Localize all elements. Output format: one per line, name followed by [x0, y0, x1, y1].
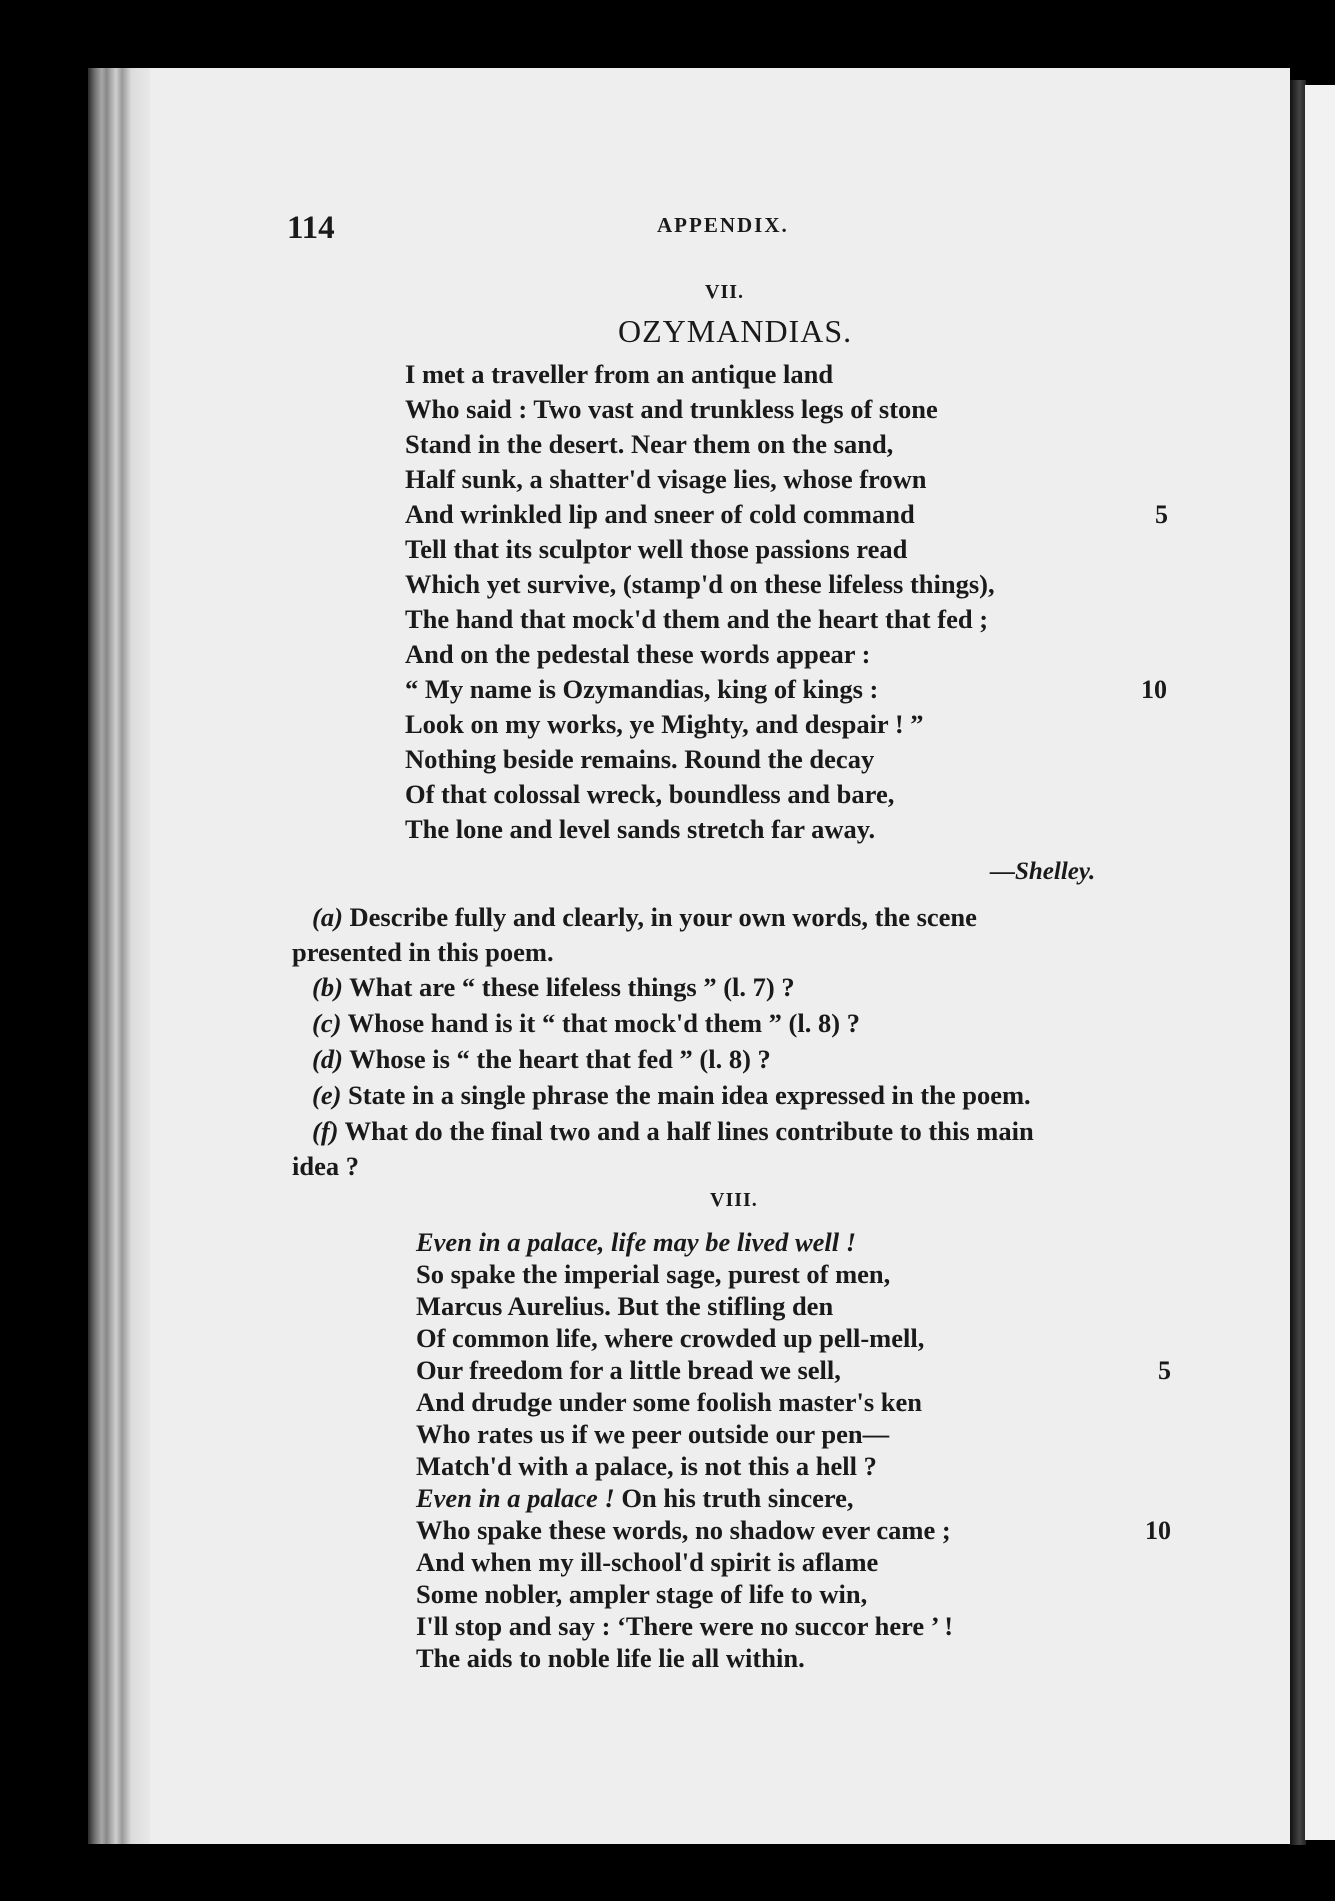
poem-title: OZYMANDIAS. — [618, 313, 853, 349]
poem-line: Some nobler, ampler stage of life to win, — [416, 1579, 868, 1609]
question-label: (e) — [312, 1080, 342, 1110]
book-gutter — [88, 68, 150, 1844]
poem-line: I'll stop and say : ‘There were no succor here ’ ! — [416, 1611, 954, 1641]
poem-line: And drudge under some foolish master's ken — [416, 1387, 923, 1417]
line-number: 5 — [1155, 500, 1168, 529]
next-page-edge — [1290, 80, 1306, 1845]
poem-line: Of common life, where crowded up pell-mell, — [416, 1323, 925, 1353]
question-text: What do the final two and a half lines contribute to this main — [344, 1116, 1034, 1146]
question-text: Describe fully and clearly, in your own words, the scene — [349, 902, 977, 932]
next-page-strip — [1305, 85, 1335, 1840]
question-label: (b) — [312, 972, 343, 1002]
line-number: 10 — [1145, 1516, 1171, 1545]
question-label: (a) — [312, 902, 343, 932]
section-number: VII. — [705, 281, 745, 303]
line-number: 5 — [1158, 1356, 1171, 1385]
poem-line: The lone and level sands stretch far away. — [405, 814, 876, 844]
poem-line: Half sunk, a shatter'd visage lies, whose frown — [405, 464, 927, 494]
question-b — [312, 972, 795, 1003]
question-d — [312, 1044, 771, 1075]
page-number: 114 — [287, 210, 335, 246]
poem-line: Marcus Aurelius. But the stifling den — [416, 1291, 834, 1321]
question-e — [312, 1080, 1031, 1111]
poem-line: The aids to noble life lie all within. — [416, 1643, 805, 1673]
question-text: What are “ these lifeless things ” (l. 7) ? — [349, 972, 795, 1002]
line-remainder: On his truth sincere, — [614, 1483, 854, 1513]
question-continuation: idea ? — [292, 1151, 359, 1181]
poem-line: And on the pedestal these words appear : — [405, 639, 871, 669]
question-label: (c) — [312, 1008, 342, 1038]
question-f — [312, 1116, 1034, 1147]
poem-line: Match'd with a palace, is not this a hell ? — [416, 1451, 877, 1481]
poem-line: Of that colossal wreck, boundless and bare, — [405, 779, 895, 809]
question-label: (d) — [312, 1044, 343, 1074]
poem-line: Even in a palace, life may be lived well ! — [416, 1227, 857, 1257]
poem-attribution: —Shelley. — [990, 858, 1096, 885]
section-number: VIII. — [710, 1189, 758, 1211]
poem-line: Who rates us if we peer outside our pen— — [416, 1419, 890, 1449]
poem-line: Our freedom for a little bread we sell, — [416, 1355, 841, 1385]
poem-line: I met a traveller from an antique land — [405, 359, 834, 389]
poem-line: And wrinkled lip and sneer of cold command — [405, 499, 915, 529]
question-c — [312, 1008, 860, 1039]
running-head: APPENDIX. — [657, 213, 789, 237]
italic-phrase: Even in a palace ! — [416, 1483, 615, 1513]
poem-line: And when my ill-school'd spirit is aflame — [416, 1547, 879, 1577]
poem-line: Who spake these words, no shadow ever came ; — [416, 1515, 951, 1545]
line-number: 10 — [1141, 675, 1167, 704]
question-text: State in a single phrase the main idea expressed in the poem. — [348, 1080, 1031, 1110]
poem-line: Stand in the desert. Near them on the sand, — [405, 429, 894, 459]
poem-line: Tell that its sculptor well those passions read — [405, 534, 908, 564]
poem-line: So spake the imperial sage, purest of men, — [416, 1259, 891, 1289]
question-a — [312, 902, 977, 933]
poem-line: Look on my works, ye Mighty, and despair ! ” — [405, 709, 924, 739]
poem-line: The hand that mock'd them and the heart that fed ; — [405, 604, 989, 634]
question-text: Whose is “ the heart that fed ” (l. 8) ? — [349, 1044, 771, 1074]
question-continuation: presented in this poem. — [292, 937, 554, 967]
question-label: (f) — [312, 1116, 339, 1146]
poem-line: Which yet survive, (stamp'd on these lifeless things), — [405, 569, 995, 599]
poem-line: Nothing beside remains. Round the decay — [405, 744, 875, 774]
poem-line — [416, 1483, 854, 1514]
poem-line: “ My name is Ozymandias, king of kings : — [405, 674, 879, 704]
poem-line: Who said : Two vast and trunkless legs of stone — [405, 394, 938, 424]
question-text: Whose hand is it “ that mock'd them ” (l. 8) ? — [347, 1008, 860, 1038]
